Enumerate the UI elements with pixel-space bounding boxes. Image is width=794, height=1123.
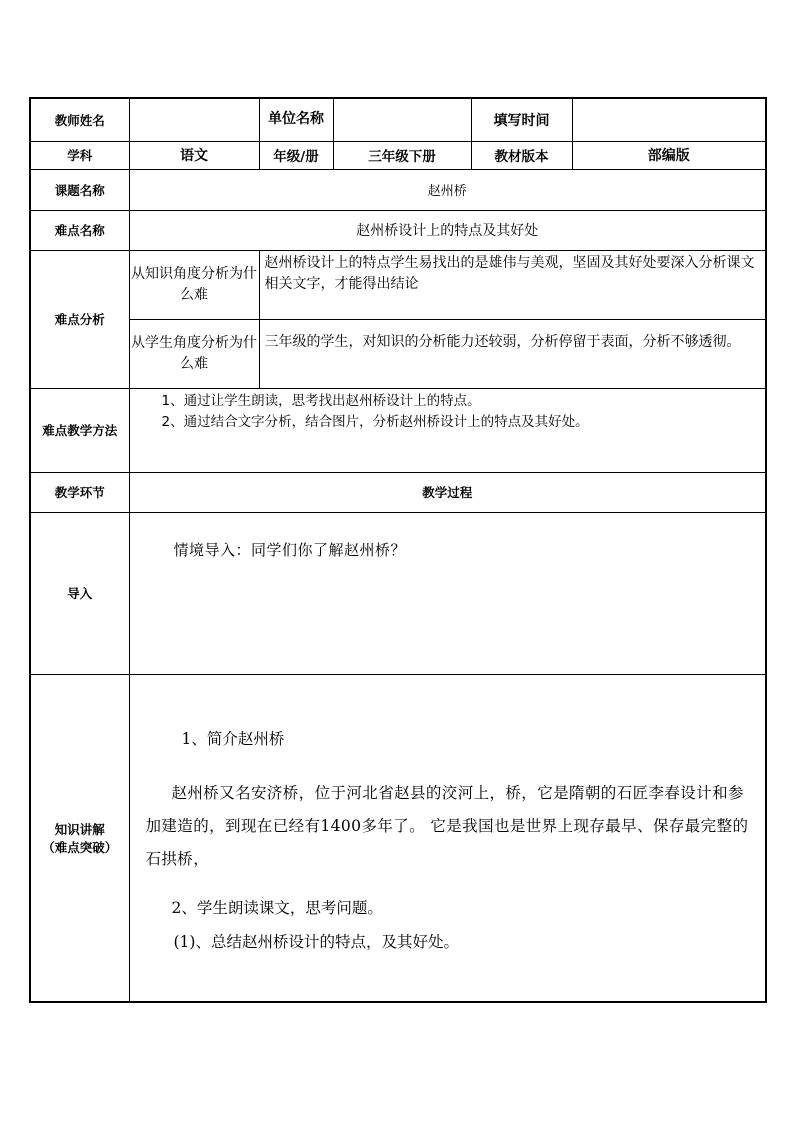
analysis-knowledge-row xyxy=(30,250,766,319)
analysis-student-row xyxy=(30,319,766,388)
difficulty-value: 赵州桥设计上的特点及其好处 xyxy=(129,210,766,250)
intro-text: 情境导入：同学们你了解赵州桥？ xyxy=(129,512,766,674)
analysis-label: 难点分析 xyxy=(30,250,129,388)
knowledge-label-line1: 知识讲解 xyxy=(54,821,105,837)
method-item: 1、通过让学生朗读，思考找出赵州桥设计上的特点。 xyxy=(161,392,481,409)
student-angle-label: 从学生角度分析为什么难 xyxy=(129,319,259,388)
header-row xyxy=(30,98,766,141)
textbook-label: 教材版本 xyxy=(471,141,572,169)
knowledge-content xyxy=(129,674,766,1002)
subject-row xyxy=(30,141,766,169)
knowledge-angle-label: 从知识角度分析为什么难 xyxy=(129,250,259,319)
knowledge-step-2: 2、学生朗读课文，思考问题。 xyxy=(171,898,383,917)
textbook-value: 部编版 xyxy=(572,141,766,169)
teacher-name-value xyxy=(129,98,259,141)
knowledge-row xyxy=(30,674,766,1002)
method-label: 难点教学方法 xyxy=(30,388,129,472)
intro-row xyxy=(30,512,766,674)
knowledge-label-line2: （难点突破） xyxy=(42,839,118,855)
knowledge-angle-text: 赵州桥设计上的特点学生易找出的是雄伟与美观，坚固及其好处要深入分析课文相关文字，才能得出结论 xyxy=(259,250,766,319)
topic-value: 赵州桥 xyxy=(129,169,766,210)
method-item: 2、通过结合文字分析，结合图片，分析赵州桥设计上的特点及其好处。 xyxy=(161,413,589,430)
grade-label: 年级/册 xyxy=(259,141,333,169)
difficulty-row xyxy=(30,210,766,250)
method-row xyxy=(30,388,766,472)
process-header-row xyxy=(30,472,766,512)
subject-label: 学科 xyxy=(30,141,129,169)
student-angle-text: 三年级的学生，对知识的分析能力还较弱，分析停留于表面，分析不够透彻。 xyxy=(259,319,766,388)
topic-label: 课题名称 xyxy=(30,169,129,210)
subject-value: 语文 xyxy=(129,141,259,169)
knowledge-paragraph: 赵州桥又名安济桥，位于河北省赵县的洨河上，桥，它是隋朝的石匠李春设计和参加建造的，到现在已经有1400多年了。 它是我国也是世界上现存最早、保存最完整的石拱桥， xyxy=(145,783,749,868)
unit-name-label: 单位名称 xyxy=(259,98,333,141)
stage-header: 教学环节 xyxy=(30,472,129,512)
knowledge-heading: 1、简介赵州桥 xyxy=(181,729,285,748)
lesson-plan-table xyxy=(29,97,767,1003)
grade-value: 三年级下册 xyxy=(333,141,471,169)
topic-row xyxy=(30,169,766,210)
knowledge-label xyxy=(30,674,129,1002)
intro-label: 导入 xyxy=(30,512,129,674)
knowledge-question-1: (1)、总结赵州桥设计的特点，及其好处。 xyxy=(173,932,459,951)
unit-name-value xyxy=(333,98,471,141)
fill-time-value xyxy=(572,98,766,141)
method-content xyxy=(129,388,766,472)
process-header: 教学过程 xyxy=(129,472,766,512)
teacher-name-label: 教师姓名 xyxy=(30,98,129,141)
difficulty-label: 难点名称 xyxy=(30,210,129,250)
fill-time-label: 填写时间 xyxy=(471,98,572,141)
